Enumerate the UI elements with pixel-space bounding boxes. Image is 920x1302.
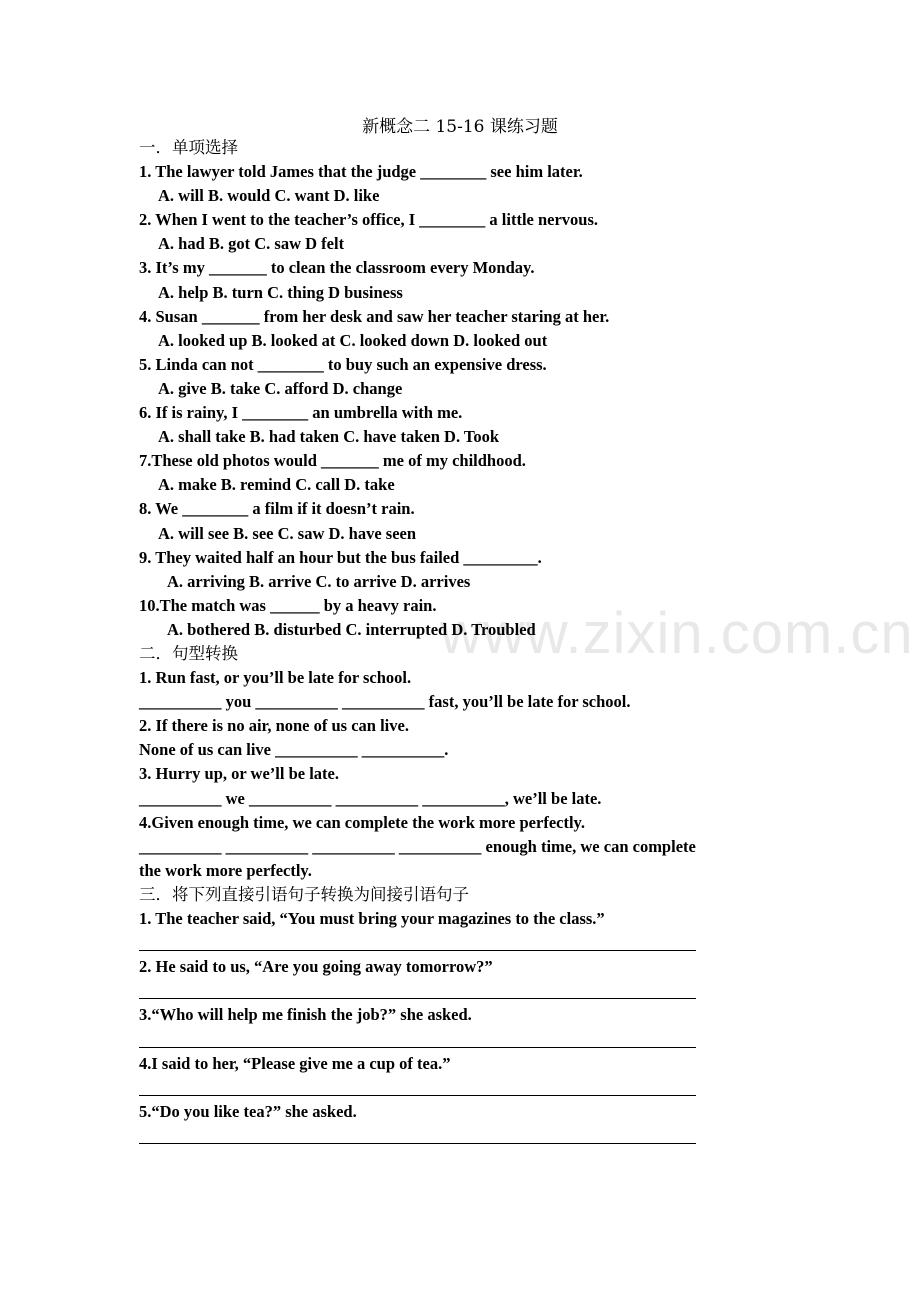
question-options: A. make B. remind C. call D. take xyxy=(158,475,395,495)
sentence-line: None of us can live __________ __________. xyxy=(139,740,449,760)
question-options: A. bothered B. disturbed C. interrupted D. Troubled xyxy=(167,619,536,639)
question-options: A. will B. would C. want D. like xyxy=(158,186,380,206)
sentence-line: __________ we __________ __________ __________, we’ll be late. xyxy=(139,788,602,808)
quote-sentence: 1. The teacher said, “You must bring your magazines to the class.” xyxy=(139,909,605,928)
page-title: 新概念二 15-16 课练习题 xyxy=(362,117,558,137)
sentence-line: __________ __________ __________ __________ enough time, we can complete xyxy=(139,836,696,856)
question-text: 4. Susan _______ from her desk and saw her teacher staring at her. xyxy=(139,306,610,326)
answer-rule xyxy=(139,1095,696,1096)
section-2-heading: 二．句型转换 xyxy=(139,643,238,663)
question-options: A. arriving B. arrive C. to arrive D. arrives xyxy=(167,571,471,591)
sentence-line: 1. Run fast, or you’ll be late for school. xyxy=(139,668,412,688)
section-1-questions xyxy=(139,160,779,642)
question-options: A. shall take B. had taken C. have taken D. Took xyxy=(158,427,500,447)
question-text: 5. Linda can not ________ to buy such an expensive dress. xyxy=(139,354,547,374)
sentence-line: 2. If there is no air, none of us can live. xyxy=(139,716,409,736)
question-text: 1. The lawyer told James that the judge ________ see him later. xyxy=(139,162,583,182)
question-text: 6. If is rainy, I ________ an umbrella with me. xyxy=(139,403,463,423)
section-3-heading: 三．将下列直接引语句子转换为间接引语句子 xyxy=(139,884,469,904)
watermark-text: www.zixin.com.cn xyxy=(440,601,914,666)
quote-sentence: 3.“Who will help me finish the job?” she asked. xyxy=(139,1005,472,1025)
question-text: 9. They waited half an hour but the bus failed _________. xyxy=(139,547,542,567)
answer-line xyxy=(139,931,779,955)
answer-rule xyxy=(139,998,696,999)
question-options: A. help B. turn C. thing D business xyxy=(158,282,403,302)
question-text: 3. It’s my _______ to clean the classroom every Monday. xyxy=(139,258,535,278)
question-options: A. had B. got C. saw D felt xyxy=(158,234,345,254)
quote-sentence: 2. He said to us, “Are you going away tomorrow?” xyxy=(139,957,493,977)
question-options: A. looked up B. looked at C. looked down D. looked out xyxy=(158,330,548,350)
answer-line xyxy=(139,1124,779,1148)
answer-rule xyxy=(139,1143,696,1144)
answer-line xyxy=(139,1076,779,1100)
section-3-questions xyxy=(139,907,779,1148)
answer-rule xyxy=(139,1047,696,1048)
answer-line xyxy=(139,979,779,1003)
section-2-questions xyxy=(139,666,779,883)
quote-sentence: 5.“Do you like tea?” she asked. xyxy=(139,1101,357,1121)
sentence-line: __________ you __________ __________ fast, you’ll be late for school. xyxy=(139,692,631,712)
section-1-heading: 一．单项选择 xyxy=(139,138,238,157)
answer-line xyxy=(139,1027,779,1051)
question-text: 2. When I went to the teacher’s office, I ________ a little nervous. xyxy=(139,210,599,230)
quote-sentence: 4.I said to her, “Please give me a cup of tea.” xyxy=(139,1053,451,1073)
sentence-line: the work more perfectly. xyxy=(139,860,312,880)
sentence-line: 4.Given enough time, we can complete the work more perfectly. xyxy=(139,812,586,832)
question-options: A. give B. take C. afford D. change xyxy=(158,378,403,398)
question-options: A. will see B. see C. saw D. have seen xyxy=(158,523,417,543)
question-text: 8. We ________ a film if it doesn’t rain. xyxy=(139,499,415,519)
question-text: 7.These old photos would _______ me of my childhood. xyxy=(139,451,526,471)
answer-rule xyxy=(139,950,696,951)
question-text: 10.The match was ______ by a heavy rain. xyxy=(139,595,437,615)
sentence-line: 3. Hurry up, or we’ll be late. xyxy=(139,764,339,784)
